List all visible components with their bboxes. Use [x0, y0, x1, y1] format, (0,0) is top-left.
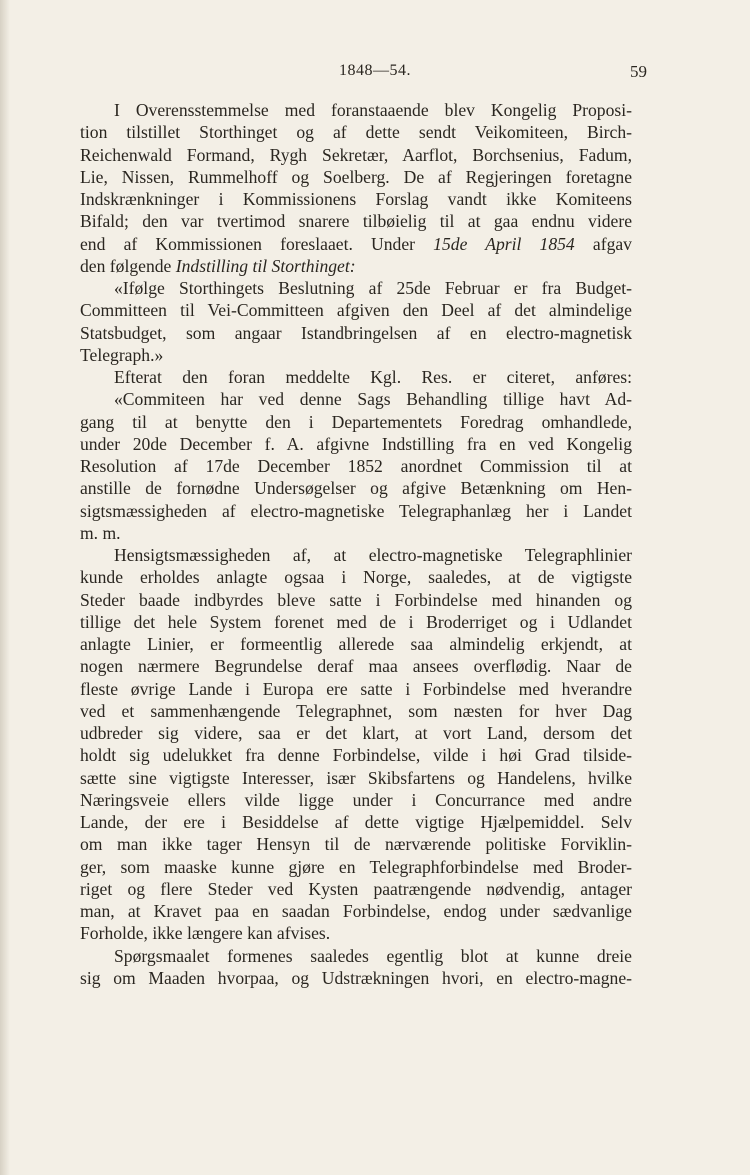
- text-line-content: Telegraph.»: [80, 344, 164, 365]
- text-line-content: ved et sammenhængende Telegraphnet, som næsten for hver Dag: [80, 700, 632, 721]
- body-text: [80, 99, 632, 989]
- text-line-content: fleste øvrige Lande i Europa ere satte i Forbindelse med hverandre: [80, 678, 632, 699]
- text-line: [80, 411, 632, 433]
- page-number: 59: [630, 62, 647, 81]
- text-line: [80, 522, 632, 544]
- text-line: [80, 589, 632, 611]
- text-line-content: anstille de fornødne Undersøgelser og afgive Betænkning om Hen-: [80, 478, 632, 499]
- text-line: [80, 811, 632, 833]
- text-line: [80, 255, 632, 277]
- text-line-content: nogen nærmere Begrundelse deraf maa ansees overflødig. Naar de: [80, 656, 632, 677]
- text-line: [80, 144, 632, 166]
- text-line-content: sætte sine vigtigste Interesser, især Skibsfartens og Handelens, hvilke: [80, 767, 632, 788]
- text-line-content: man, at Kravet paa en saadan Forbindelse, endog under sædvanlige: [80, 901, 632, 921]
- text-line: [80, 188, 632, 210]
- text-line-content: sigtsmæssigheden af electro-magnetiske Telegraphanlæg her i Landet: [80, 500, 632, 521]
- running-head: 1848—54.: [339, 62, 411, 79]
- text-line: [80, 967, 632, 989]
- text-line: [80, 611, 632, 633]
- text-line-content: anlagte Linier, er formeentlig allerede saa almindelig erkjendt, at: [80, 634, 632, 654]
- text-line: [80, 299, 632, 321]
- text-line: [80, 767, 632, 789]
- text-line: [80, 878, 632, 900]
- text-line-content: Forholde, ikke længere kan afvises.: [80, 923, 331, 944]
- text-line-content: om man ikke tager Hensyn til de nærværende politiske Forviklin-: [80, 834, 632, 855]
- text-line: [80, 744, 632, 766]
- text-line: [80, 700, 632, 722]
- text-line-content: riget og flere Steder ved Kysten paatrængende nødvendig, antager: [80, 878, 632, 899]
- italic-text: 15de April 1854: [433, 233, 575, 254]
- italic-text: Indstilling til Storthinget:: [175, 255, 356, 276]
- text-line-content: Bifald; den var tvertimod snarere tilbøielig til at gaa endnu videre: [80, 211, 632, 232]
- text-line: [80, 121, 632, 143]
- text-line: [80, 544, 632, 566]
- text-line-tail: afgav: [574, 233, 632, 254]
- text-line: [80, 477, 632, 499]
- text-line-content: tillige det hele System forenet med de i Broderriget og i Udlandet: [80, 611, 632, 632]
- text-line: [80, 455, 632, 477]
- text-line: [80, 433, 632, 455]
- text-line: [80, 344, 632, 366]
- text-line-content: under 20de December f. A. afgivne Indstilling fra en ved Kongelig: [80, 433, 632, 454]
- page-header: [0, 62, 750, 86]
- text-line-content: «Commiteen har ved denne Sags Behandling tillige havt Ad-: [114, 389, 632, 410]
- text-line: [80, 789, 632, 811]
- text-line-content: tion tilstillet Storthinget og af dette sendt Veikomiteen, Birch-: [80, 122, 632, 143]
- text-line-content: Efterat den foran meddelte Kgl. Res. er citeret, anføres:: [114, 367, 632, 387]
- text-line: [80, 922, 632, 944]
- text-line: [80, 945, 632, 967]
- text-line-content: Committeen til Vei-Committeen afgiven den Deel af det almindelige: [80, 300, 632, 321]
- text-line-content: gang til at benytte den i Departementets Foredrag omhandlede,: [80, 411, 632, 432]
- text-line-content: end af Kommissionen foreslaaet. Under: [80, 233, 415, 254]
- text-line: [80, 500, 632, 522]
- page-binding-shadow: [0, 0, 10, 1175]
- text-line: [80, 722, 632, 744]
- text-line-content: ger, som maaske kunne gjøre en Telegraphforbindelse med Broder-: [80, 856, 632, 877]
- text-line-content: m. m.: [80, 522, 121, 543]
- text-line-content: Indskrænkninger i Kommissionens Forslag vandt ikke Komiteens: [80, 189, 632, 209]
- text-line-content: I Overensstemmelse med foranstaaende blev Kongelig Proposi-: [114, 100, 632, 120]
- text-line-content: Steder baade indbyrdes bleve satte i Forbindelse med hinanden og: [80, 589, 632, 610]
- text-line-content: Statsbudget, som angaar Istandbringelsen af en electro-magnetisk: [80, 322, 632, 343]
- text-line: [80, 166, 632, 188]
- text-line: [80, 366, 632, 388]
- text-line: [80, 99, 632, 121]
- text-line-content: Spørgsmaalet formenes saaledes egentlig blot at kunne dreie: [114, 945, 632, 966]
- text-line-content: sig om Maaden hvorpaa, og Udstrækningen hvori, en electro-magne-: [80, 967, 632, 988]
- text-line-content: Lie, Nissen, Rummelhoff og Soelberg. De af Regjeringen foretagne: [80, 166, 632, 187]
- text-line: [80, 277, 632, 299]
- text-line: [80, 655, 632, 677]
- text-line: [80, 388, 632, 410]
- text-line: [80, 210, 632, 232]
- text-line-content: Resolution af 17de December 1852 anordnet Commission til at: [80, 456, 632, 476]
- text-line-content: Reichenwald Formand, Rygh Sekretær, Aarflot, Borchsenius, Fadum,: [80, 144, 632, 165]
- text-line-content: kunde erholdes anlagte ogsaa i Norge, saaledes, at de vigtigste: [80, 567, 632, 588]
- text-line: [80, 833, 632, 855]
- text-line: [80, 566, 632, 588]
- text-line-content: Næringsveie ellers vilde ligge under i Concurrance med andre: [80, 789, 632, 810]
- text-line-content: udbreder sig videre, saa er det klart, at vort Land, dersom det: [80, 723, 632, 743]
- text-line-content: Hensigtsmæssigheden af, at electro-magnetiske Telegraphlinier: [114, 545, 632, 565]
- text-line: [80, 678, 632, 700]
- text-line-content: holdt sig udelukket fra denne Forbindelse, vilde i høi Grad tilside-: [80, 745, 632, 766]
- text-line-content: «Ifølge Storthingets Beslutning af 25de Februar er fra Budget-: [114, 278, 632, 298]
- text-line-content: den følgende: [80, 255, 172, 276]
- text-line: [80, 856, 632, 878]
- text-line: [80, 233, 632, 255]
- text-line-content: Lande, der ere i Besiddelse af dette vigtige Hjælpemiddel. Selv: [80, 812, 632, 832]
- text-line: [80, 900, 632, 922]
- text-line: [80, 322, 632, 344]
- text-line: [80, 633, 632, 655]
